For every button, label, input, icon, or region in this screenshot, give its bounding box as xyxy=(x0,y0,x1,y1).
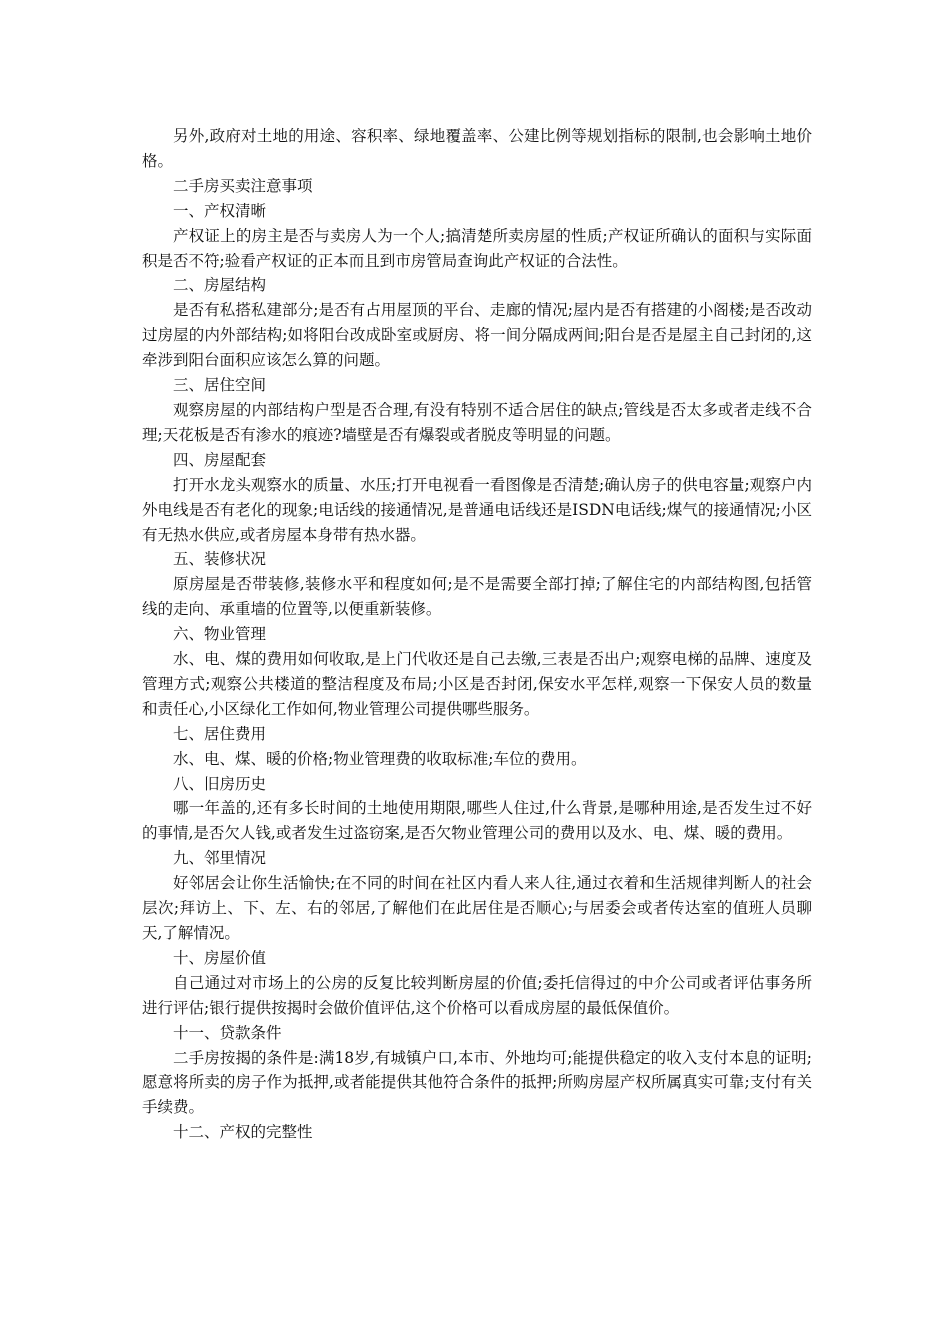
heading-11: 十一、贷款条件 xyxy=(173,1023,282,1042)
heading-7: 七、居住费用 xyxy=(173,724,267,743)
heading-3: 三、居住空间 xyxy=(173,376,267,395)
paragraph-3: 观察房屋的内部结构户型是否合理,有没有特别不适合居住的缺点;管线是否太多或者走线不合理;天花板是否有渗水的痕迹?墙壁是否有爆裂或者脱皮等明显的问题。 xyxy=(142,400,812,444)
paragraph-1: 产权证上的房主是否与卖房人为一个人;搞清楚所卖房屋的性质;产权证所确认的面积与实际面积是否不符;验看产权证的正本而且到市房管局查询此产权证的合法性。 xyxy=(142,226,812,270)
heading-6: 六、物业管理 xyxy=(173,625,267,644)
paragraph-intro: 另外,政府对土地的用途、容积率、绿地覆盖率、公建比例等规划指标的限制,也会影响土地价格。 xyxy=(142,127,812,170)
heading-10: 十、房屋价值 xyxy=(173,948,267,967)
paragraph-11: 二手房按揭的条件是:满18岁,有城镇户口,本市、外地均可;能提供稳定的收入支付本息的证明;愿意将所卖的房子作为抵押,或者能提供其他符合条件的抵押;所购房屋产权所属真实可靠;支付有关手续费。 xyxy=(142,1048,812,1117)
heading-1: 一、产权清晰 xyxy=(173,201,267,220)
paragraph-7: 水、电、煤、暖的价格;物业管理费的收取标准;车位的费用。 xyxy=(173,749,587,768)
section-title: 二手房买卖注意事项 xyxy=(173,176,313,195)
paragraph-2: 是否有私搭私建部分;是否有占用屋顶的平台、走廊的情况;屋内是否有搭建的小阁楼;是否改动过房屋的内外部结构;如将阳台改成卧室或厨房、将一间分隔成两间;阳台是否是屋主自己封闭的,这牵涉到阳台面积应该怎么算的问题。 xyxy=(142,301,812,370)
paragraph-5: 原房屋是否带装修,装修水平和程度如何;是不是需要全部打掉;了解住宅的内部结构图,包括管线的走向、承重墙的位置等,以便重新装修。 xyxy=(142,575,812,619)
paragraph-4: 打开水龙头观察水的质量、水压;打开电视看一看图像是否清楚;确认房子的供电容量;观察户内外电线是否有老化的现象;电话线的接通情况,是普通电话线还是ISDN电话线;煤气的接通情况;小区有无热水供应,或者房屋本身带有热水器。 xyxy=(142,475,812,544)
document-body xyxy=(142,124,812,1145)
heading-2: 二、房屋结构 xyxy=(173,276,267,295)
heading-12: 十二、产权的完整性 xyxy=(173,1123,313,1142)
heading-8: 八、旧房历史 xyxy=(173,774,267,793)
paragraph-10: 自己通过对市场上的公房的反复比较判断房屋的价值;委托信得过的中介公司或者评估事务所进行评估;银行提供按揭时会做价值评估,这个价格可以看成房屋的最低保值价。 xyxy=(142,973,812,1017)
paragraph-6: 水、电、煤的费用如何收取,是上门代收还是自己去缴,三表是否出户;观察电梯的品牌、速度及管理方式;观察公共楼道的整洁程度及布局;小区是否封闭,保安水平怎样,观察一下保安人员的数量和责任心,小区绿化工作如何,物业管理公司提供哪些服务。 xyxy=(142,650,812,718)
paragraph-9: 好邻居会让你生活愉快;在不同的时间在社区内看人来人往,通过衣着和生活规律判断人的社会层次;拜访上、下、左、右的邻居,了解他们在此居住是否顺心;与居委会或者传达室的值班人员聊天,了解情况。 xyxy=(142,874,812,942)
paragraph-8: 哪一年盖的,还有多长时间的土地使用期限,哪些人住过,什么背景,是哪种用途,是否发生过不好的事情,是否欠人钱,或者发生过盗窃案,是否欠物业管理公司的费用以及水、电、煤、暖的费用。 xyxy=(142,799,812,843)
heading-5: 五、装修状况 xyxy=(173,550,267,569)
heading-4: 四、房屋配套 xyxy=(173,450,267,469)
heading-9: 九、邻里情况 xyxy=(173,849,267,868)
